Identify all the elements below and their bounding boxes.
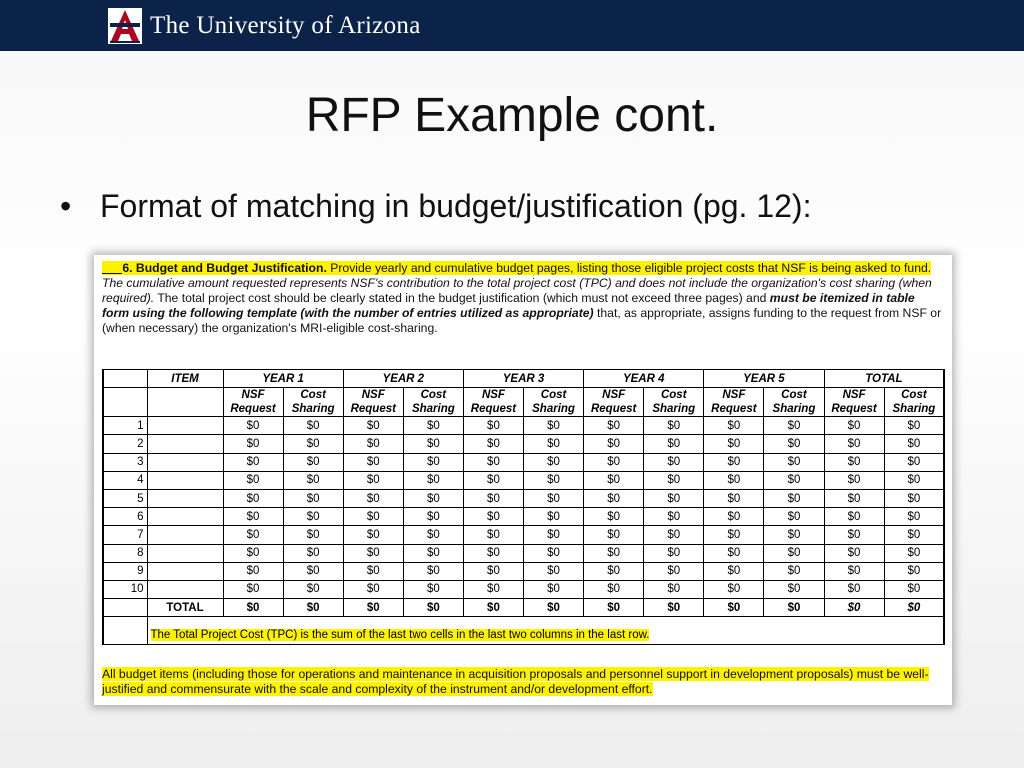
subheader-line: Cost [300, 389, 326, 402]
amount-cell: $0 [764, 489, 824, 507]
table-row [103, 435, 944, 453]
amount-cell: $0 [223, 489, 283, 507]
item-cell [147, 435, 223, 453]
amount-cell: $0 [524, 471, 584, 489]
amount-cell: $0 [584, 544, 644, 562]
amount-cell: $0 [884, 544, 944, 562]
tpc-note-text: The Total Project Cost (TPC) is the sum of the last two cells in the last two columns in the last row. [150, 629, 650, 642]
amount-cell: $0 [824, 580, 884, 598]
amount-cell: $0 [463, 453, 523, 471]
subheader-line: NSF [361, 389, 385, 402]
amount-cell: $0 [223, 508, 283, 526]
university-name: The University of Arizona [150, 12, 421, 39]
cost-sharing-subheader [283, 388, 343, 417]
amount-cell: $0 [644, 562, 704, 580]
bullet-item [60, 188, 811, 225]
nsf-request-subheader [704, 388, 764, 417]
amount-cell: $0 [524, 562, 584, 580]
item-cell [147, 580, 223, 598]
subheader-line: NSF [481, 389, 505, 402]
amount-cell: $0 [704, 489, 764, 507]
subheader-line: Sharing [772, 403, 816, 416]
nsf-request-subheader [463, 388, 523, 417]
amount-cell: $0 [764, 453, 824, 471]
amount-cell: $0 [463, 580, 523, 598]
row-number: 7 [103, 526, 147, 544]
amount-cell: $0 [824, 544, 884, 562]
amount-cell: $0 [463, 526, 523, 544]
amount-cell: $0 [824, 489, 884, 507]
total-amount-cell: $0 [824, 599, 884, 617]
year-header: YEAR 5 [704, 370, 824, 388]
amount-cell: $0 [704, 435, 764, 453]
bullet-icon: • [60, 188, 72, 224]
slide-title: RFP Example cont. [305, 89, 719, 142]
amount-cell: $0 [223, 526, 283, 544]
table-row [103, 489, 944, 507]
subheader-line: NSF [602, 389, 626, 402]
subheader-line: Sharing [532, 403, 575, 416]
amount-cell: $0 [283, 508, 343, 526]
amount-cell: $0 [403, 508, 463, 526]
amount-cell: $0 [764, 526, 824, 544]
amount-cell: $0 [223, 435, 283, 453]
subheader-line: Request [711, 403, 757, 416]
paragraph-sentence-1: Provide yearly and cumulative budget pages, listing those eligible project costs that NSF is being asked to fund. [326, 261, 932, 275]
total-amount-cell: $0 [764, 599, 824, 617]
amount-cell: $0 [403, 471, 463, 489]
amount-cell: $0 [283, 417, 343, 435]
amount-cell: $0 [764, 417, 824, 435]
amount-cell: $0 [223, 417, 283, 435]
amount-cell: $0 [644, 453, 704, 471]
total-amount-cell: $0 [343, 599, 403, 617]
amount-cell: $0 [584, 471, 644, 489]
amount-cell: $0 [884, 435, 944, 453]
table-row [103, 526, 944, 544]
subheader-line: NSF [842, 389, 866, 402]
row-number: 8 [103, 544, 147, 562]
table-row [103, 453, 944, 471]
year-header: YEAR 4 [584, 370, 704, 388]
amount-cell: $0 [764, 580, 824, 598]
amount-cell: $0 [584, 580, 644, 598]
amount-cell: $0 [644, 435, 704, 453]
budget-table [102, 369, 945, 645]
amount-cell: $0 [884, 471, 944, 489]
amount-cell: $0 [403, 435, 463, 453]
row-number: 10 [103, 580, 147, 598]
amount-cell: $0 [283, 471, 343, 489]
year-header: YEAR 3 [463, 370, 583, 388]
item-cell [147, 417, 223, 435]
subheader-line: NSF [241, 389, 265, 402]
amount-cell: $0 [884, 508, 944, 526]
paragraph-sentence-2: The cumulative amount requested represents NSF's contribution to the total project cost (TPC) and does not include the organization's cost sharing (when required). [102, 276, 932, 305]
tpc-note-row [103, 617, 944, 645]
rfp-document-excerpt [94, 255, 952, 705]
table-header-row [103, 370, 944, 388]
total-header: TOTAL [824, 370, 944, 388]
subheader-line: Cost [660, 389, 687, 402]
amount-cell: $0 [524, 526, 584, 544]
amount-cell: $0 [223, 544, 283, 562]
subheader-line: Cost [420, 389, 447, 402]
amount-cell: $0 [884, 453, 944, 471]
amount-cell: $0 [403, 580, 463, 598]
amount-cell: $0 [463, 417, 523, 435]
subheader-line: Sharing [892, 403, 936, 416]
amount-cell: $0 [764, 471, 824, 489]
amount-cell: $0 [524, 417, 584, 435]
item-cell [147, 489, 223, 507]
amount-cell: $0 [644, 508, 704, 526]
row-number: 1 [103, 417, 147, 435]
cost-sharing-subheader [644, 388, 704, 417]
section-heading: 6. Budget and Budget Justification. [122, 261, 327, 275]
total-amount-cell: $0 [283, 599, 343, 617]
year-header: YEAR 2 [343, 370, 463, 388]
subheader-line: Sharing [652, 403, 696, 416]
total-amount-cell: $0 [584, 599, 644, 617]
total-row-blank [103, 599, 147, 617]
total-amount-cell: $0 [704, 599, 764, 617]
tpc-note-cell [147, 617, 944, 645]
amount-cell: $0 [644, 526, 704, 544]
subheader-line: Request [590, 403, 637, 416]
row-number: 2 [103, 435, 147, 453]
budget-items-note [102, 667, 944, 697]
paragraph-sentence-5: that, as appropriate, assigns funding to the request from NSF or (when necessary) the organization's MRI-eligible cost-sharing. [102, 306, 942, 335]
amount-cell: $0 [764, 544, 824, 562]
amount-cell: $0 [343, 417, 403, 435]
amount-cell: $0 [584, 508, 644, 526]
year-header: YEAR 1 [223, 370, 343, 388]
subheader-line: NSF [722, 389, 746, 402]
amount-cell: $0 [644, 580, 704, 598]
amount-cell: $0 [704, 508, 764, 526]
total-amount-cell: $0 [403, 599, 463, 617]
row-number: 4 [103, 471, 147, 489]
amount-cell: $0 [824, 435, 884, 453]
row-number: 3 [103, 453, 147, 471]
amount-cell: $0 [524, 453, 584, 471]
amount-cell: $0 [343, 471, 403, 489]
amount-cell: $0 [884, 417, 944, 435]
blank-line: ___ [102, 261, 123, 275]
amount-cell: $0 [764, 508, 824, 526]
table-subheader-row [103, 388, 944, 417]
table-row [103, 562, 944, 580]
amount-cell: $0 [403, 453, 463, 471]
amount-cell: $0 [644, 417, 704, 435]
total-label: TOTAL [147, 599, 223, 617]
amount-cell: $0 [824, 417, 884, 435]
amount-cell: $0 [584, 453, 644, 471]
nsf-request-subheader [343, 388, 403, 417]
cost-sharing-subheader [403, 388, 463, 417]
table-row [103, 508, 944, 526]
table-row [103, 580, 944, 598]
amount-cell: $0 [584, 417, 644, 435]
amount-cell: $0 [463, 471, 523, 489]
amount-cell: $0 [223, 453, 283, 471]
amount-cell: $0 [524, 489, 584, 507]
amount-cell: $0 [584, 489, 644, 507]
amount-cell: $0 [704, 562, 764, 580]
nsf-request-subheader [584, 388, 644, 417]
total-amount-cell: $0 [644, 599, 704, 617]
nsf-request-subheader [223, 388, 283, 417]
subheader-line: Cost [540, 389, 567, 402]
amount-cell: $0 [524, 580, 584, 598]
amount-cell: $0 [704, 453, 764, 471]
amount-cell: $0 [343, 508, 403, 526]
nsf-request-subheader [824, 388, 884, 417]
item-cell [147, 526, 223, 544]
amount-cell: $0 [884, 580, 944, 598]
amount-cell: $0 [403, 562, 463, 580]
amount-cell: $0 [884, 562, 944, 580]
amount-cell: $0 [343, 562, 403, 580]
amount-cell: $0 [584, 435, 644, 453]
bullet-text: Format of matching in budget/justification (pg. 12): [100, 188, 812, 224]
amount-cell: $0 [343, 489, 403, 507]
amount-cell: $0 [463, 544, 523, 562]
amount-cell: $0 [343, 580, 403, 598]
row-number: 6 [103, 508, 147, 526]
amount-cell: $0 [463, 562, 523, 580]
amount-cell: $0 [463, 489, 523, 507]
item-cell [147, 562, 223, 580]
amount-cell: $0 [223, 580, 283, 598]
paragraph-sentence-3: The total project cost should be clearly stated in the budget justification (which must not exceed three pages) and [154, 291, 770, 305]
budget-justification-paragraph [102, 261, 944, 336]
amount-cell: $0 [403, 417, 463, 435]
amount-cell: $0 [283, 580, 343, 598]
amount-cell: $0 [283, 562, 343, 580]
table-row [103, 471, 944, 489]
item-cell [147, 508, 223, 526]
amount-cell: $0 [463, 435, 523, 453]
amount-cell: $0 [283, 489, 343, 507]
tpc-row-blank [103, 617, 147, 645]
subheader-line: Cost [901, 389, 927, 402]
item-cell [147, 453, 223, 471]
subheader-line: Sharing [411, 403, 455, 416]
amount-cell: $0 [343, 435, 403, 453]
amount-cell: $0 [524, 544, 584, 562]
subheader-line: Cost [781, 389, 807, 402]
table-row [103, 417, 944, 435]
item-cell [147, 544, 223, 562]
amount-cell: $0 [824, 471, 884, 489]
amount-cell: $0 [283, 526, 343, 544]
header-bar [0, 0, 1024, 51]
amount-cell: $0 [824, 508, 884, 526]
total-amount-cell: $0 [463, 599, 523, 617]
total-amount-cell: $0 [884, 599, 944, 617]
subheader-line: Sharing [291, 403, 335, 416]
amount-cell: $0 [403, 544, 463, 562]
arizona-a-logo-icon [108, 8, 142, 44]
amount-cell: $0 [524, 435, 584, 453]
total-amount-cell: $0 [524, 599, 584, 617]
amount-cell: $0 [704, 526, 764, 544]
amount-cell: $0 [704, 580, 764, 598]
subheader-line: Request [350, 403, 396, 416]
amount-cell: $0 [764, 562, 824, 580]
amount-cell: $0 [223, 562, 283, 580]
subheader-line: Request [831, 403, 877, 416]
amount-cell: $0 [824, 453, 884, 471]
total-amount-cell: $0 [223, 599, 283, 617]
amount-cell: $0 [644, 471, 704, 489]
item-cell [147, 471, 223, 489]
header-corner [103, 370, 147, 388]
amount-cell: $0 [584, 562, 644, 580]
amount-cell: $0 [644, 544, 704, 562]
amount-cell: $0 [764, 435, 824, 453]
amount-cell: $0 [463, 508, 523, 526]
cost-sharing-subheader [764, 388, 824, 417]
amount-cell: $0 [704, 544, 764, 562]
cost-sharing-subheader [524, 388, 584, 417]
footer-text: All budget items (including those for operations and maintenance in acquisition proposals and personnel support in development proposals) must be well-justified and commensurate with the scale and complexity of the instrument and/or development effort. [102, 667, 929, 696]
amount-cell: $0 [283, 435, 343, 453]
paragraph-sentence-4: must be itemized in table form using the following template (with the number of entries utilized as appropriate) [102, 291, 915, 320]
subheader-item-blank [147, 388, 223, 417]
amount-cell: $0 [644, 489, 704, 507]
total-row [103, 599, 944, 617]
amount-cell: $0 [824, 526, 884, 544]
subheader-line: Request [230, 403, 276, 416]
amount-cell: $0 [704, 417, 764, 435]
table-row [103, 544, 944, 562]
amount-cell: $0 [223, 471, 283, 489]
amount-cell: $0 [403, 526, 463, 544]
amount-cell: $0 [704, 471, 764, 489]
university-logo [108, 8, 142, 44]
amount-cell: $0 [584, 526, 644, 544]
amount-cell: $0 [824, 562, 884, 580]
amount-cell: $0 [343, 544, 403, 562]
amount-cell: $0 [524, 508, 584, 526]
amount-cell: $0 [403, 489, 463, 507]
amount-cell: $0 [884, 526, 944, 544]
amount-cell: $0 [884, 489, 944, 507]
amount-cell: $0 [343, 526, 403, 544]
item-header: ITEM [147, 370, 223, 388]
subheader-corner [103, 388, 147, 417]
cost-sharing-subheader [884, 388, 944, 417]
subheader-line: Request [470, 403, 517, 416]
amount-cell: $0 [283, 453, 343, 471]
row-number: 5 [103, 489, 147, 507]
amount-cell: $0 [283, 544, 343, 562]
row-number: 9 [103, 562, 147, 580]
amount-cell: $0 [343, 453, 403, 471]
